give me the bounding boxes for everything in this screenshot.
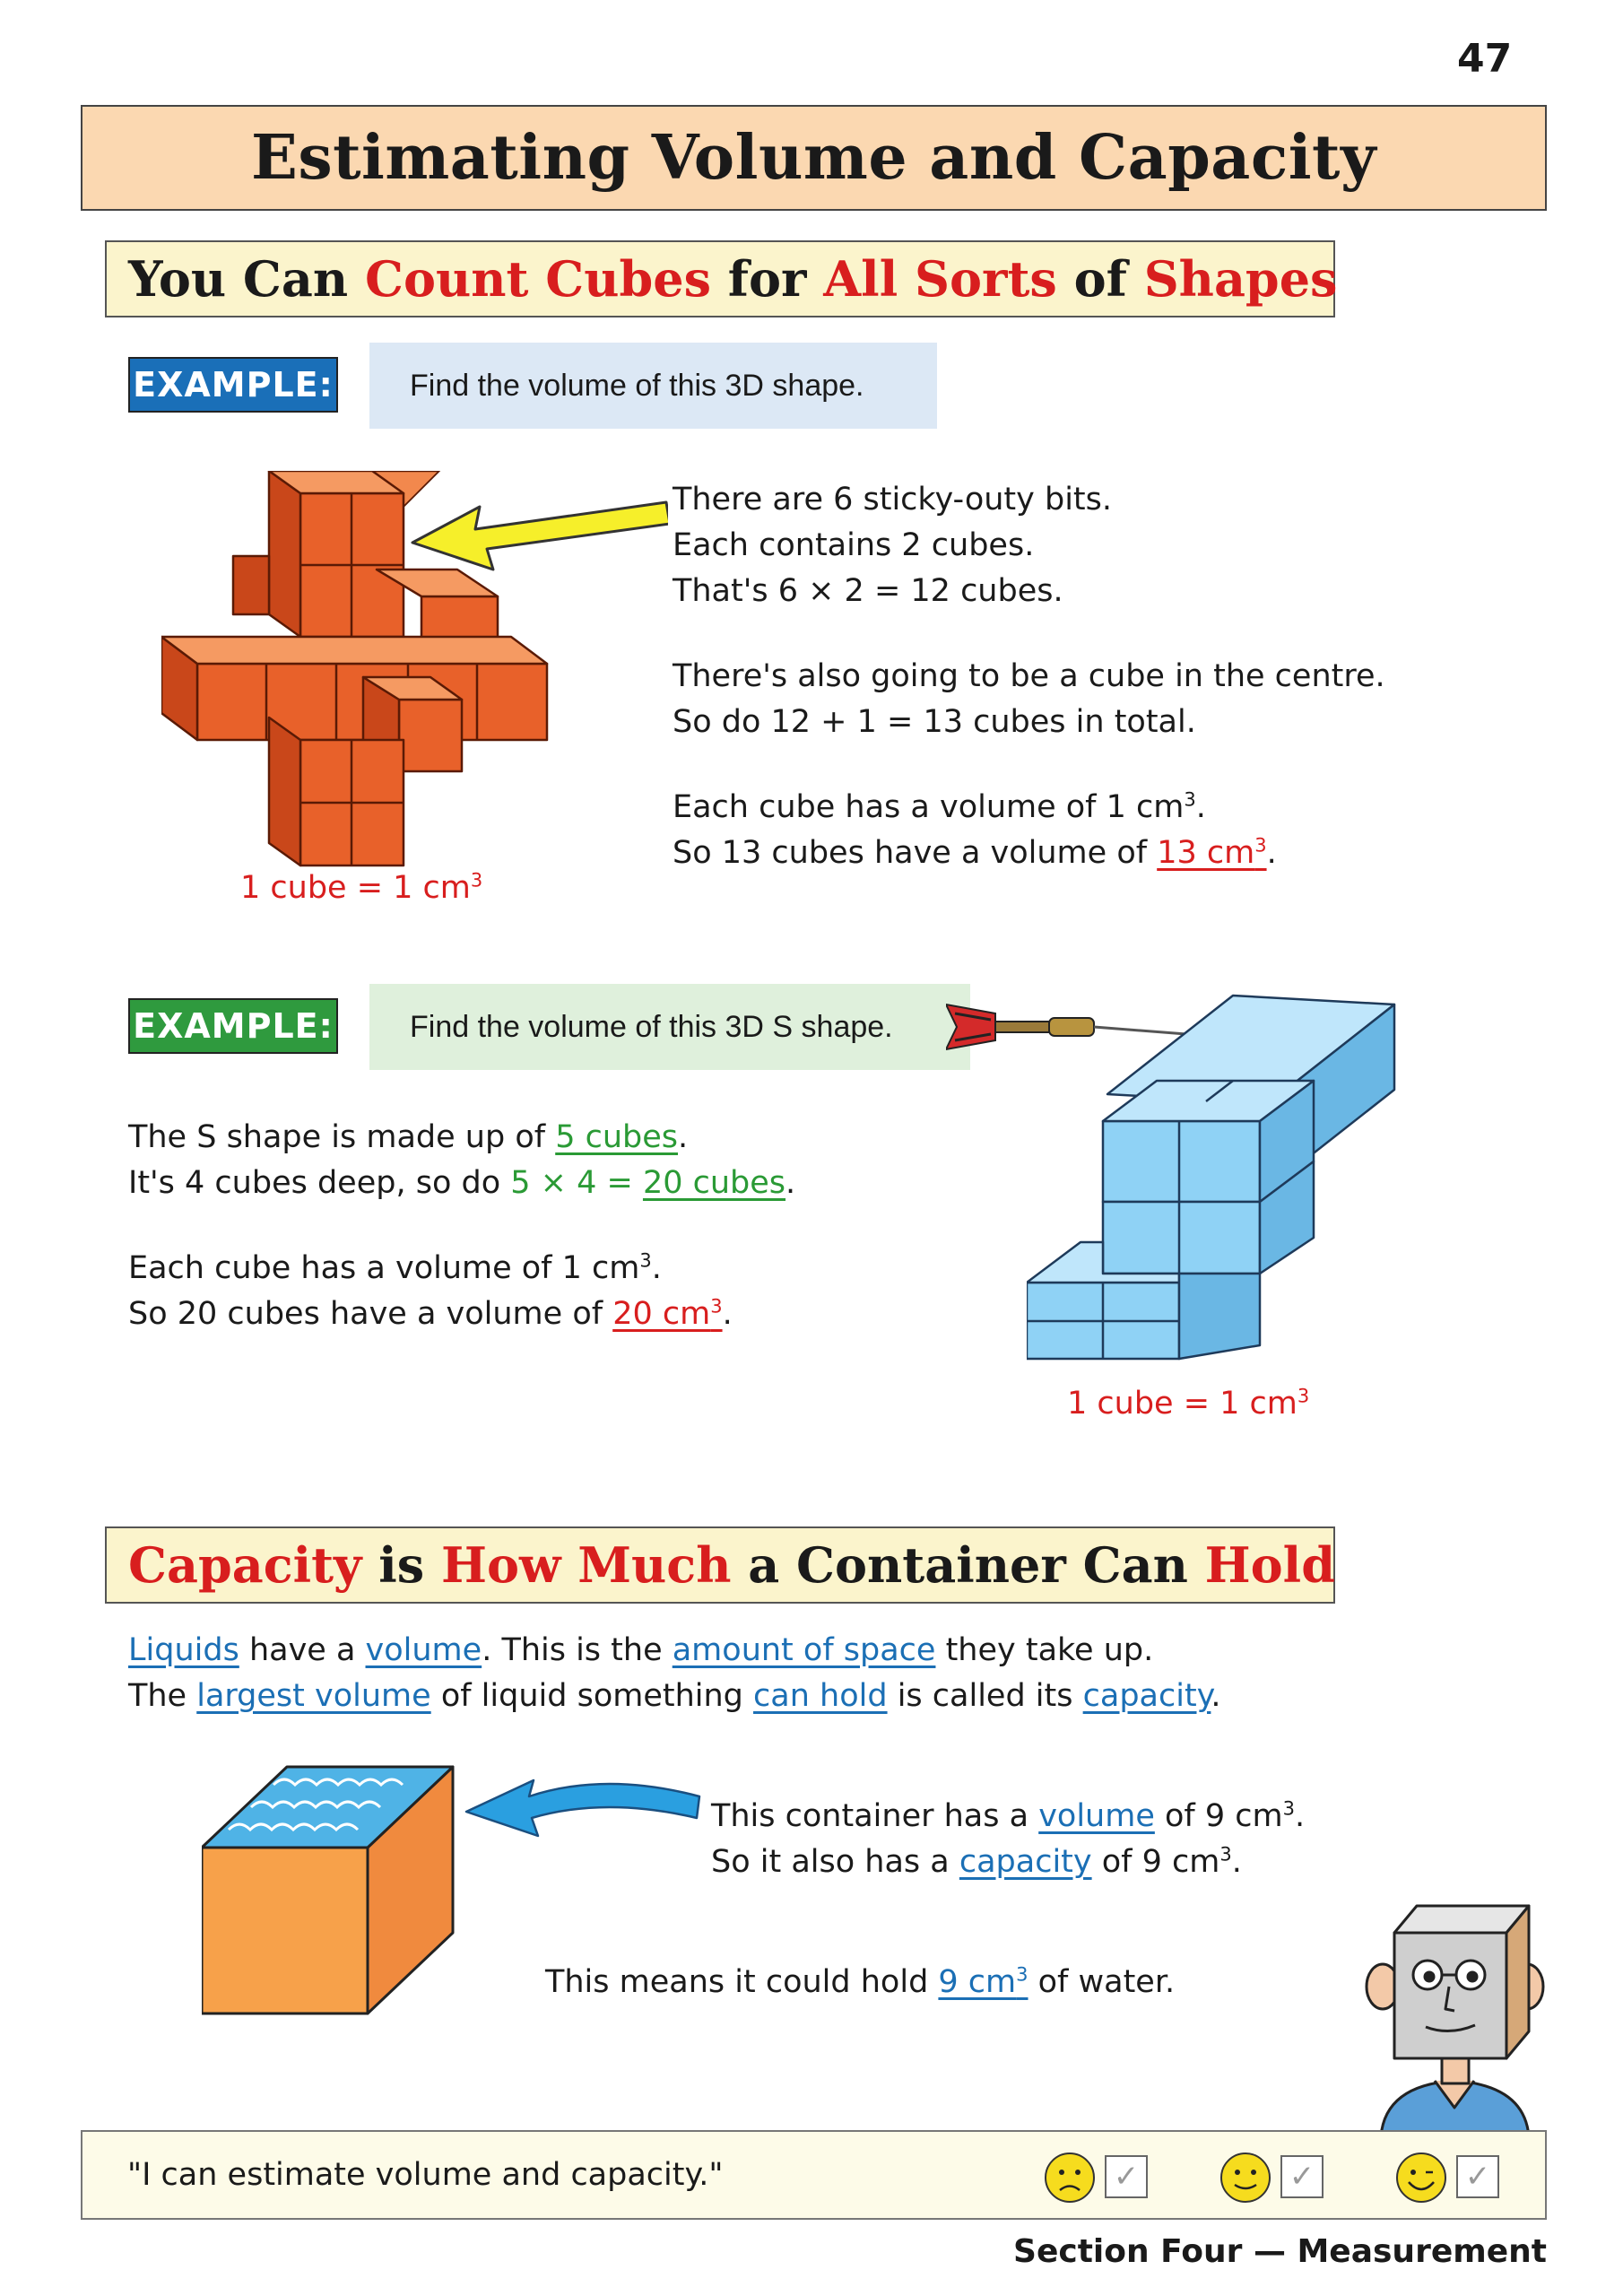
example-tag-1: EXAMPLE: xyxy=(128,357,338,413)
line-text: have a xyxy=(239,1632,366,1668)
keyword-largest-volume: largest volume xyxy=(196,1678,431,1714)
section-footer-label: Section Four — Measurement xyxy=(1013,2233,1547,2270)
page-number: 47 xyxy=(1457,36,1513,82)
page-title: Estimating Volume and Capacity xyxy=(251,122,1376,194)
line-text: of water. xyxy=(1028,1964,1176,2000)
superscript: 3 xyxy=(639,1249,652,1272)
cube-unit-caption-2 xyxy=(1067,1386,1309,1422)
explanation-line: There's also going to be a cube in the centre. xyxy=(673,658,1385,694)
line-text: they take up. xyxy=(935,1632,1154,1668)
line-text: . This is the xyxy=(482,1632,673,1668)
page-title-box xyxy=(81,105,1547,211)
heading-part-highlight: Shapes xyxy=(1143,250,1338,308)
caption-text: 1 cube = 1 cm xyxy=(1067,1386,1298,1422)
answer-20-cubes: 20 cubes xyxy=(642,1165,786,1201)
explanation-line: So 13 cubes have a volume of 13 $cm^3$. xyxy=(673,834,1277,871)
line-text: So 20 cubes have a volume of xyxy=(128,1296,613,1332)
answer-20-cm3 xyxy=(612,1296,722,1332)
line-text: The S shape is made up of xyxy=(128,1119,556,1155)
heading-part: for xyxy=(710,250,824,308)
water-container-illustration xyxy=(202,1758,471,2018)
self-assessment-box xyxy=(81,2130,1547,2220)
cube-head-mascot-illustration xyxy=(1363,1901,1547,2136)
keyword-can-hold: can hold xyxy=(753,1678,888,1714)
explanation-line: Each contains 2 cubes. xyxy=(673,527,1035,563)
line-text: Each cube has a volume of 1 cm xyxy=(128,1250,640,1286)
winking-face-icon xyxy=(1395,2152,1447,2204)
superscript: 3 xyxy=(1297,1385,1310,1407)
line-text: of 9 cm xyxy=(1091,1844,1220,1880)
explanation-line: This container has a volume of 9 $cm^3$. xyxy=(711,1797,1306,1834)
self-assessment-statement: "I can estimate volume and capacity." xyxy=(127,2157,724,2193)
superscript: 3 xyxy=(470,869,483,891)
superscript: 3 xyxy=(710,1295,723,1318)
explanation-line: So do 12 + 1 = 13 cubes in total. xyxy=(673,704,1196,740)
explanation-line: Each cube has a volume of 1 $cm^3$. xyxy=(673,788,1206,825)
line-text: So it also has a xyxy=(711,1844,959,1880)
checkbox-not-confident[interactable]: ✓ xyxy=(1105,2155,1148,2198)
explanation-line: Each cube has a volume of 1 $cm^3$. xyxy=(128,1249,662,1286)
answer-text: 13 cm xyxy=(1157,835,1255,871)
keyword-capacity: capacity xyxy=(1082,1678,1211,1714)
line-text: The xyxy=(128,1678,197,1714)
answer-5-cubes: 5 cubes xyxy=(555,1119,679,1155)
line-text: . xyxy=(1211,1678,1221,1714)
keyword-liquids: Liquids xyxy=(128,1632,239,1668)
answer-text: 20 cm xyxy=(612,1296,711,1332)
explanation-line: So 20 cubes have a volume of 20 $cm^3$. xyxy=(128,1295,733,1332)
heading-text xyxy=(128,250,1337,308)
example-question-2: Find the volume of this 3D S shape. xyxy=(369,984,970,1070)
line-text: This container has a xyxy=(711,1798,1039,1834)
keyword-volume: volume xyxy=(365,1632,482,1668)
section-heading-capacity xyxy=(105,1526,1335,1604)
blue-arrow-icon xyxy=(462,1771,704,1843)
superscript: 3 xyxy=(1016,1963,1028,1986)
explanation-line: There are 6 sticky-outy bits. xyxy=(673,482,1112,517)
cube-unit-caption-1 xyxy=(240,870,482,906)
sad-face-icon xyxy=(1044,2152,1096,2204)
line-text: of 9 cm xyxy=(1154,1798,1283,1834)
heading-part: of xyxy=(1056,250,1144,308)
line-text: is called its xyxy=(887,1678,1083,1714)
keyword-amount-of-space: amount of space xyxy=(672,1632,936,1668)
answer-13-cm3 xyxy=(1157,835,1266,871)
caption-text: 1 cube = 1 cm xyxy=(240,870,471,906)
keyword-volume: volume xyxy=(1038,1798,1155,1834)
checkbox-confident[interactable]: ✓ xyxy=(1456,2155,1499,2198)
keyword-capacity: capacity xyxy=(959,1844,1092,1880)
heading-text xyxy=(128,1536,1335,1594)
container-explanation xyxy=(711,1794,1305,1885)
answer-text: 9 cm xyxy=(938,1964,1017,2000)
superscript: 3 xyxy=(1282,1797,1295,1820)
heading-part: is xyxy=(361,1536,441,1594)
explanation-line: The S shape is made up of 5 cubes. xyxy=(128,1119,689,1155)
superscript: 3 xyxy=(1219,1843,1232,1866)
line-text: This means it could hold xyxy=(545,1964,939,2000)
container-conclusion xyxy=(545,1960,1175,2005)
blue-cube-s-shape-illustration xyxy=(1027,982,1403,1377)
example1-explanation xyxy=(673,477,1385,876)
example-tag-2: EXAMPLE: xyxy=(128,998,338,1054)
answer-9-cm3 xyxy=(938,1964,1028,2000)
heading-part: a Container Can xyxy=(731,1536,1205,1594)
explanation-line: That's 6 × 2 = 12 cubes. xyxy=(673,573,1063,609)
calculation: 5 × 4 = xyxy=(510,1165,643,1201)
line-text: So 13 cubes have a volume of xyxy=(673,835,1158,871)
superscript: 3 xyxy=(1254,834,1267,857)
explanation-line: So it also has a capacity of 9 $cm^3$. xyxy=(711,1843,1242,1880)
yellow-arrow-icon xyxy=(408,484,668,583)
line-text: It's 4 cubes deep, so do xyxy=(128,1165,511,1201)
heading-part-highlight: Count Cubes xyxy=(364,250,711,308)
line-text: Each cube has a volume of 1 cm xyxy=(673,789,1185,825)
neutral-face-icon xyxy=(1219,2152,1271,2204)
intro-line xyxy=(128,1628,1221,1674)
heading-part-highlight: All Sorts xyxy=(823,250,1057,308)
line-text: of liquid something xyxy=(430,1678,754,1714)
explanation-line: It's 4 cubes deep, so do 5 × 4 = 20 cubes. xyxy=(128,1165,796,1201)
checkbox-somewhat-confident[interactable]: ✓ xyxy=(1280,2155,1324,2198)
example2-explanation xyxy=(128,1115,795,1337)
example-question-1: Find the volume of this 3D shape. xyxy=(369,343,937,429)
heading-part-highlight: Hold xyxy=(1204,1536,1335,1594)
section-heading-count-cubes xyxy=(105,240,1338,317)
heading-part-highlight: Capacity xyxy=(128,1536,362,1594)
heading-part: You Can xyxy=(128,250,365,308)
superscript: 3 xyxy=(1184,788,1196,811)
intro-line xyxy=(128,1674,1221,1719)
explanation-line xyxy=(545,1960,1175,2005)
capacity-intro xyxy=(128,1628,1221,1719)
heading-part-highlight: How Much xyxy=(440,1536,732,1594)
